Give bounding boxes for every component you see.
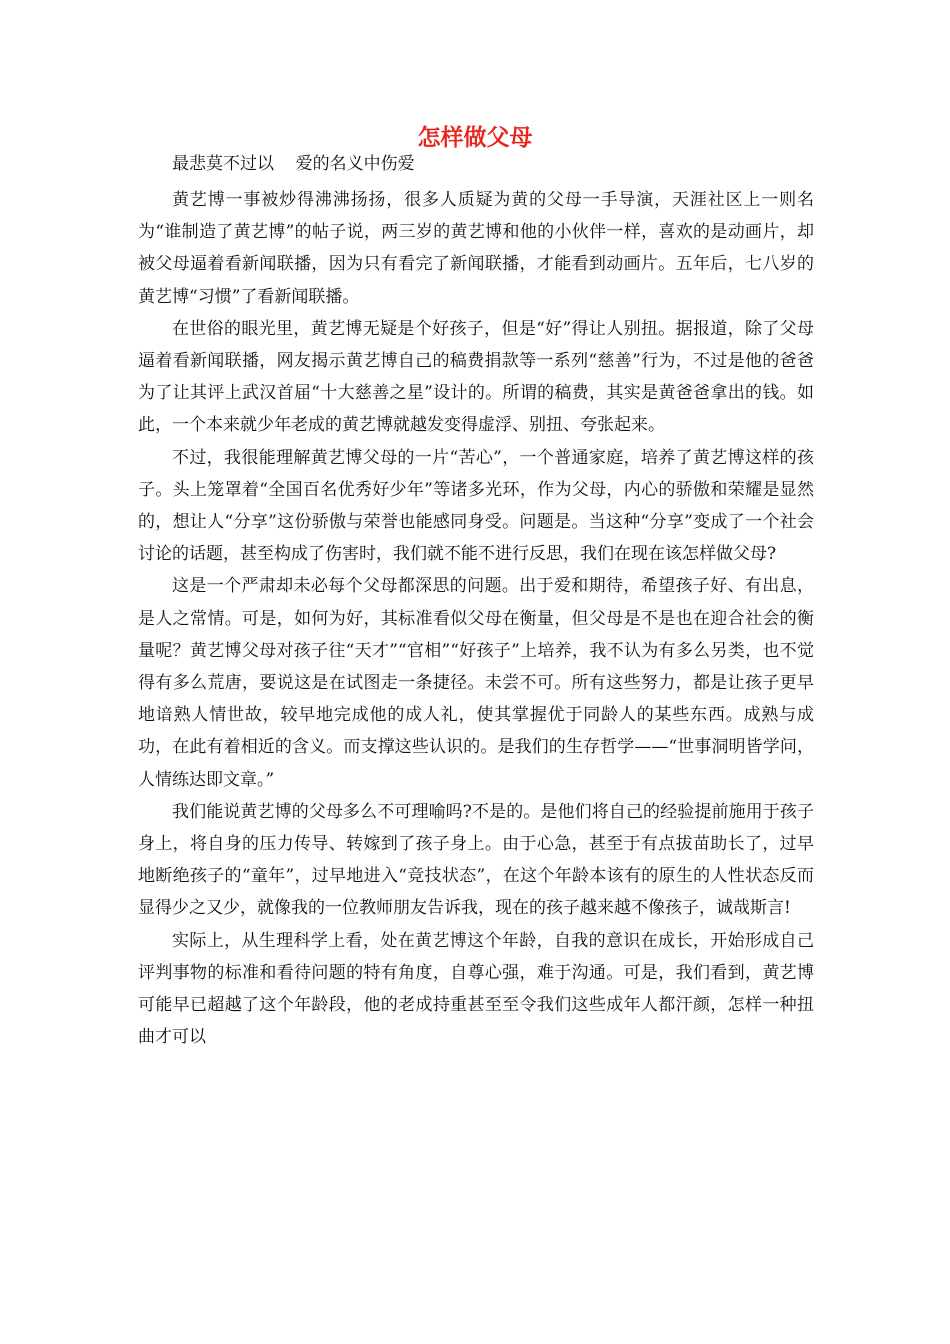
document-title: 怎样做父母: [417, 124, 533, 151]
paragraph: 这是一个严肃却未必每个父母都深思的问题。出于爱和期待，希望孩子好、有出息，是人之常情。可是，如何为好，其标准看似父母在衡量，但父母是不是也在迎合社会的衡量呢？黄艺博父母对孩子往“天才”“官相”“好孩子”上培养，我不认为有多么另类，也不觉得有多么荒唐，要说这是在试图走一条捷径。未尝不可。所有这些努力，都是让孩子更早地谙熟人情世故，较早地完成他的成人礼，使其掌握优于同龄人的某些东西。成熟与成功，在此有着相近的含义。而支撑这些认识的。是我们的生存哲学——“世事洞明皆学问，人情练达即文章。”: [138, 576, 814, 790]
paragraph: 黄艺博一事被炒得沸沸扬扬，很多人质疑为黄的父母一手导演，天涯社区上一则名为“谁制造了黄艺博”的帖子说，两三岁的黄艺博和他的小伙伴一样，喜欢的是动画片，却被父母逼着看新闻联播，因为只有看完了新闻联播，才能看到动画片。五年后，七八岁的黄艺博“习惯”了看新闻联播。: [138, 190, 814, 307]
paragraph: 在世俗的眼光里，黄艺博无疑是个好孩子，但是“好”得让人别扭。据报道，除了父母逼着看新闻联播，网友揭示黄艺博自己的稿费捐款等一系列“慈善”行为，不过是他的爸爸为了让其评上武汉首届“十大慈善之星”设计的。所谓的稿费，其实是黄爸爸拿出的钱。如此，一个本来就少年老成的黄艺博就越发变得虚浮、别扭、夸张起来。: [138, 318, 814, 436]
document-body: [138, 184, 814, 1053]
paragraph: 实际上，从生理科学上看，处在黄艺博这个年龄，自我的意识在成长，开始形成自己评判事物的标准和看待问题的特有角度，自尊心强，难于沟通。可是，我们看到，黄艺博可能早已超越了这个年龄段，他的老成持重甚至至令我们这些成年人都汗颜，怎样一种扭曲才可以: [138, 930, 814, 1048]
paragraph: 我们能说黄艺博的父母多么不可理喻吗?不是的。是他们将自己的经验提前施用于孩子身上，将自身的压力传导、转嫁到了孩子身上。由于心急，甚至于有点拔苗助长了，过早地断绝孩子的“童年”，过早地进入“竞技状态”，在这个年龄本该有的原生的人性状态反而显得少之又少，就像我的一位教师朋友告诉我，现在的孩子越来越不像孩子，诚哉斯言!: [138, 801, 814, 919]
document-subtitle: 最悲莫不过以 爱的名义中伤爱: [172, 154, 415, 174]
paragraph: 不过，我很能理解黄艺博父母的一片“苦心”，一个普通家庭，培养了黄艺博这样的孩子。头上笼罩着“全国百名优秀好少年”等诸多光环，作为父母，内心的骄傲和荣耀是显然的，想让人“分享”这份骄傲与荣誉也能感同身受。问题是。当这种“分享”变成了一个社会讨论的话题，甚至构成了伤害时，我们就不能不进行反思，我们在现在该怎样做父母?: [138, 447, 814, 565]
